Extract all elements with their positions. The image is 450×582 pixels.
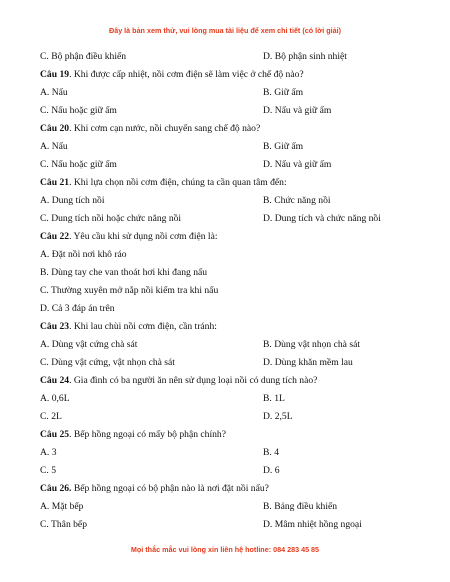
question-label: Câu 20 [40, 123, 70, 134]
options-row [40, 138, 420, 156]
question-label: Câu 21 [40, 177, 70, 188]
question-26 [40, 480, 420, 498]
options-row [40, 336, 420, 354]
option-c: C. Dung tích nồi hoặc chức năng nồi [40, 213, 182, 224]
option-c: C. Nấu hoặc giữ ấm [40, 159, 117, 170]
option-a: A. Đặt nồi nơi khô ráo [40, 249, 127, 260]
question-25 [40, 426, 420, 444]
option-c: C. Dùng vật cứng, vật nhọn chà sát [40, 357, 175, 368]
option-c: C. 5 [40, 465, 56, 476]
option-a: A. Dùng vật cứng chà sát [40, 339, 138, 350]
option-b: B. Dùng tay che van thoát hơi khi đang nấu [40, 267, 208, 278]
question-text: . Khi lau chùi nồi cơm điện, cần tránh: [69, 321, 217, 332]
question-24 [40, 372, 420, 390]
options-row [40, 156, 420, 174]
option-d: D. Nấu và giữ ấm [263, 105, 332, 116]
options-row [40, 498, 420, 516]
question-text: . Yêu cầu khi sử dụng nồi cơm điện là: [69, 231, 218, 242]
option-c: C. Thường xuyên mở nắp nồi kiểm tra khi nấu [40, 285, 219, 296]
option-b: B. Chức năng nồi [263, 195, 331, 206]
preview-notice: Đây là bản xem thử, vui lòng mua tài liệu để xem chi tiết (có lời giải) [109, 26, 341, 35]
options-row [40, 462, 420, 480]
question-text: . Khi được cấp nhiệt, nồi cơm điện sẽ làm việc ở chế độ nào? [69, 69, 304, 80]
question-19 [40, 66, 420, 84]
question-text: . Khi lựa chọn nồi cơm điện, chúng ta cần quan tâm đến: [69, 177, 287, 188]
option-b: B. Bảng điều khiển [263, 501, 338, 512]
option-b: B. Dùng vật nhọn chà sát [263, 339, 360, 350]
option-a: A. Mặt bếp [40, 501, 84, 512]
option-b: B. Giữ ấm [263, 87, 304, 98]
options-row [40, 48, 420, 66]
options-row [40, 444, 420, 462]
option-d: D. Cả 3 đáp án trên [40, 303, 115, 314]
question-label: Câu 22 [40, 231, 70, 242]
options-row [40, 84, 420, 102]
option-c: C. Nấu hoặc giữ ấm [40, 105, 117, 116]
option-b: B. Giữ ấm [263, 141, 304, 152]
option-d: D. 2,5L [263, 411, 293, 422]
option-d: D. 6 [263, 465, 280, 476]
options-row [40, 192, 420, 210]
hotline-notice: Mọi thắc mắc vui lòng xin liên hệ hotline: 084 283 45 85 [130, 545, 320, 554]
option-d: D. Nấu và giữ ấm [263, 159, 332, 170]
option-b: B. 1L [263, 393, 285, 404]
question-label: Câu 23 [40, 321, 70, 332]
options-row [40, 516, 420, 534]
option-d: D. Dung tích và chức năng nồi [263, 213, 381, 224]
option-a: A. 3 [40, 447, 57, 458]
options-row [40, 210, 420, 228]
option-a: A. 0,6L [40, 393, 70, 404]
option-a: A. Dung tích nồi [40, 195, 105, 206]
question-23 [40, 318, 420, 336]
question-text: . Gia đình có ba người ăn nên sử dụng loại nồi có dung tích nào? [69, 375, 318, 386]
question-text: . Khi cơm cạn nước, nồi chuyển sang chế độ nào? [69, 123, 261, 134]
question-label: Câu 25 [40, 429, 70, 440]
options-row [40, 102, 420, 120]
option-d: D. Mâm nhiệt hồng ngoại [263, 519, 362, 530]
option-c: C. Bộ phận điều khiển [40, 51, 127, 62]
question-21 [40, 174, 420, 192]
question-22 [40, 228, 420, 246]
option-d: D. Bộ phận sinh nhiệt [263, 51, 347, 62]
question-text: . Bếp hồng ngoại có mấy bộ phận chính? [69, 429, 226, 440]
question-label: Câu 19 [40, 69, 70, 80]
option-a: A. Nấu [40, 141, 68, 152]
option-d: D. Dùng khăn mềm lau [263, 357, 353, 368]
question-list [40, 48, 420, 534]
options-row [40, 408, 420, 426]
option-b: B. 4 [263, 447, 279, 458]
question-label: Câu 26. [40, 483, 72, 494]
option-c: C. Thân bếp [40, 519, 87, 530]
options-row [40, 390, 420, 408]
option-a: A. Nấu [40, 87, 68, 98]
question-20 [40, 120, 420, 138]
question-label: Câu 24 [40, 375, 70, 386]
options-row [40, 354, 420, 372]
option-c: C. 2L [40, 411, 62, 422]
question-text: Bếp hồng ngoại có bộ phận nào là nơi đặt nồi nấu? [71, 483, 269, 494]
